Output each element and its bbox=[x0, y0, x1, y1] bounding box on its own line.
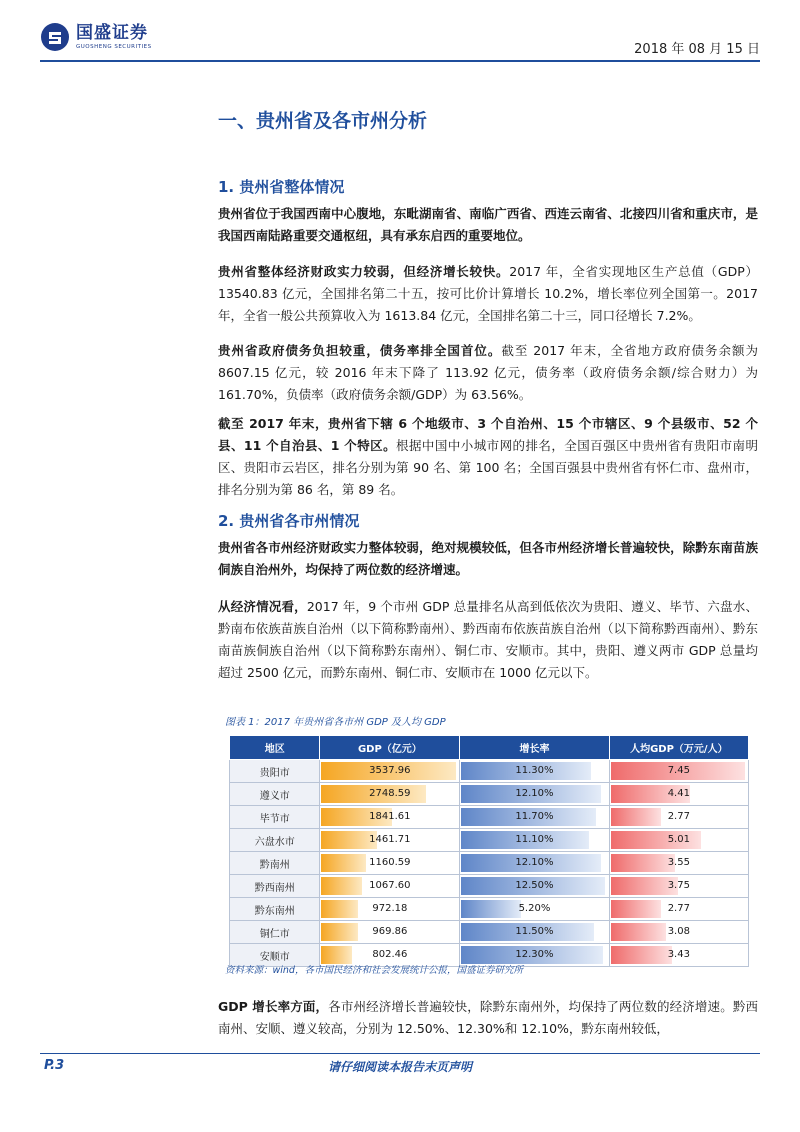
table-row bbox=[230, 898, 749, 921]
company-logo bbox=[40, 22, 152, 52]
cell-growth bbox=[460, 875, 609, 898]
paragraph-debt-lead: 贵州省政府债务负担较重，债务率排全国首位。 bbox=[218, 343, 502, 358]
data-label-growth: 12.10% bbox=[515, 857, 554, 868]
paragraph-growth-body: 各市州经济增长普遍较快，除黔东南州外，均保持了两位数的经济增速。黔西南州、安顺、遵义较高，分别为 12.50%、12.30%和 12.10%，黔东南州较低， bbox=[218, 999, 758, 1036]
paragraph-ranking-body: 2017 年，9 个市州 GDP 总量排名从高到低依次为贵阳、遵义、毕节、六盘水、黔南布依族苗族自治州（以下简称黔南州）、黔西南布依族苗族自治州（以下简称黔西南州）、黔东南苗族侗族自治州（以下简称黔东南州）、铜仁市、安顺市。其中，贵阳、遵义两市 GDP 总量均超过 2500 亿元，而黔东南州、铜仁市、安顺市在 1000 亿元以下。 bbox=[218, 599, 758, 680]
data-label-per-capita: 7.45 bbox=[667, 765, 690, 776]
cell-gdp bbox=[320, 852, 460, 875]
table-row bbox=[230, 875, 749, 898]
gdp-table bbox=[229, 735, 749, 967]
cell-gdp bbox=[320, 783, 460, 806]
data-label-per-capita: 3.75 bbox=[667, 880, 690, 891]
data-bar-gdp bbox=[321, 923, 358, 941]
paragraph-debt bbox=[218, 340, 758, 406]
footer-divider bbox=[40, 1053, 760, 1054]
data-label-per-capita: 2.77 bbox=[667, 903, 690, 914]
cell-gdp bbox=[320, 806, 460, 829]
cell-region: 遵义市 bbox=[230, 783, 320, 806]
page-header bbox=[40, 22, 760, 62]
paragraph-admin-lead: 截至 2017 年末，贵州省下辖 6 个地级市、3 个自治州、15 个市辖区、9 个县级市、52 个县、11 个自治县、1 个特区。 bbox=[218, 416, 758, 453]
cell-gdp bbox=[320, 760, 460, 783]
page-number: P.3 bbox=[44, 1058, 65, 1073]
subsection-title-1: 1. 贵州省整体情况 bbox=[218, 178, 345, 196]
cell-growth bbox=[460, 760, 609, 783]
table-row bbox=[230, 760, 749, 783]
cell-per-capita bbox=[609, 898, 748, 921]
cell-growth bbox=[460, 829, 609, 852]
col-header-gdp: GDP（亿元） bbox=[320, 736, 460, 760]
data-label-per-capita: 3.43 bbox=[667, 949, 690, 960]
cell-gdp bbox=[320, 829, 460, 852]
paragraph-admin bbox=[218, 413, 758, 501]
data-label-growth: 11.30% bbox=[515, 765, 554, 776]
paragraph-growth-lead: GDP 增长率方面， bbox=[218, 999, 329, 1014]
cell-per-capita bbox=[609, 852, 748, 875]
header-divider bbox=[40, 60, 760, 62]
data-bar-gdp bbox=[321, 854, 365, 872]
data-bar-per-capita bbox=[611, 946, 673, 964]
paragraph-debt-body: 截至 2017 年末，全省地方政府债务余额为 8607.15 亿元，较 2016 年末下降了 113.92 亿元，债务率（政府债务余额/综合财力）为 161.70%，负债率（政府债务余额/GDP）为 63.56%。 bbox=[218, 343, 758, 402]
table-row bbox=[230, 783, 749, 806]
data-label-gdp: 1461.71 bbox=[369, 834, 411, 845]
data-label-growth: 11.70% bbox=[515, 811, 554, 822]
table-caption: 图表 1：2017 年贵州省各市州 GDP 及人均 GDP bbox=[225, 717, 446, 728]
cell-region: 贵阳市 bbox=[230, 760, 320, 783]
data-label-gdp: 972.18 bbox=[372, 903, 408, 914]
paragraph-location: 贵州省位于我国西南中心腹地，东毗湖南省、南临广西省、西连云南省、北接四川省和重庆市，是我国西南陆路重要交通枢纽，具有承东启西的重要地位。 bbox=[218, 206, 758, 243]
data-label-per-capita: 5.01 bbox=[667, 834, 690, 845]
col-header-growth: 增长率 bbox=[460, 736, 609, 760]
logo-name-cn: 国盛证券 bbox=[76, 23, 148, 43]
cell-per-capita bbox=[609, 921, 748, 944]
footer-disclaimer: 请仔细阅读本报告末页声明 bbox=[327, 1060, 472, 1074]
cell-gdp bbox=[320, 875, 460, 898]
paragraph-admin-body: 根据中国中小城市网的排名，全国百强区中贵州省有贵阳市南明区、贵阳市云岩区，排名分别为第 90 名、第 100 名；全国百强县中贵州省有怀仁市、盘州市，排名分别为第 86 名，第 89 名。 bbox=[218, 438, 758, 497]
guosheng-logo-icon bbox=[40, 22, 70, 52]
cell-growth bbox=[460, 921, 609, 944]
table-row bbox=[230, 829, 749, 852]
data-label-per-capita: 3.08 bbox=[667, 926, 690, 937]
paragraph-economy bbox=[218, 261, 758, 327]
report-date: 2018 年 08 月 15 日 bbox=[634, 42, 760, 57]
subsection-title-2: 2. 贵州省各市州情况 bbox=[218, 512, 360, 530]
section-title: 一、贵州省及各市州分析 bbox=[218, 110, 428, 132]
data-label-per-capita: 4.41 bbox=[667, 788, 690, 799]
cell-gdp bbox=[320, 921, 460, 944]
data-label-growth: 11.50% bbox=[515, 926, 554, 937]
data-label-gdp: 802.46 bbox=[372, 949, 408, 960]
data-label-gdp: 1841.61 bbox=[369, 811, 411, 822]
paragraph-economy-ranking bbox=[218, 596, 758, 684]
cell-region: 黔南州 bbox=[230, 852, 320, 875]
cell-growth bbox=[460, 898, 609, 921]
data-bar-per-capita bbox=[611, 900, 661, 918]
cell-per-capita bbox=[609, 806, 748, 829]
data-label-growth: 11.10% bbox=[515, 834, 554, 845]
paragraph-ranking-lead: 从经济情况看， bbox=[218, 599, 307, 614]
data-bar-gdp bbox=[321, 877, 362, 895]
paragraph-economy-lead: 贵州省整体经济财政实力较弱，但经济增长较快。 bbox=[218, 264, 510, 279]
cell-region: 黔西南州 bbox=[230, 875, 320, 898]
data-label-gdp: 969.86 bbox=[372, 926, 408, 937]
cell-growth bbox=[460, 783, 609, 806]
cell-per-capita bbox=[609, 829, 748, 852]
data-label-gdp: 3537.96 bbox=[369, 765, 411, 776]
paragraph-cities-summary: 贵州省各市州经济财政实力整体较弱，绝对规模较低，但各市州经济增长普遍较快，除黔东南苗族侗族自治州外，均保持了两位数的经济增速。 bbox=[218, 540, 758, 577]
cell-region: 六盘水市 bbox=[230, 829, 320, 852]
cell-gdp bbox=[320, 898, 460, 921]
paragraph-economy-body: 2017 年，全省实现地区生产总值（GDP）13540.83 亿元，全国排名第二十五，按可比价计算增长 10.2%，增长率位列全国第一。2017 年，全省一般公共预算收入为 1613.84 亿元，全国排名第二十三，同口径增长 7.2%。 bbox=[218, 264, 758, 323]
data-label-gdp: 1067.60 bbox=[369, 880, 411, 891]
data-bar-gdp bbox=[321, 900, 358, 918]
logo-name-en: GUOSHENG SECURITIES bbox=[76, 44, 152, 50]
data-label-gdp: 2748.59 bbox=[369, 788, 411, 799]
data-bar-per-capita bbox=[611, 854, 675, 872]
table-row bbox=[230, 806, 749, 829]
data-bar-growth bbox=[461, 900, 521, 918]
data-label-per-capita: 2.77 bbox=[667, 811, 690, 822]
table-row bbox=[230, 921, 749, 944]
data-label-growth: 12.50% bbox=[515, 880, 554, 891]
table-source: 资料来源：wind，各市国民经济和社会发展统计公报，国盛证券研究所 bbox=[225, 965, 523, 976]
table-row bbox=[230, 852, 749, 875]
cell-region: 安顺市 bbox=[230, 944, 320, 967]
data-bar-per-capita bbox=[611, 808, 661, 826]
col-header-region: 地区 bbox=[230, 736, 320, 760]
table-header-row bbox=[230, 736, 749, 760]
data-label-per-capita: 3.55 bbox=[667, 857, 690, 868]
cell-growth bbox=[460, 852, 609, 875]
col-header-per-capita: 人均GDP（万元/人） bbox=[609, 736, 748, 760]
cell-per-capita bbox=[609, 760, 748, 783]
cell-region: 黔东南州 bbox=[230, 898, 320, 921]
data-label-growth: 5.20% bbox=[518, 903, 551, 914]
cell-growth bbox=[460, 806, 609, 829]
cell-region: 毕节市 bbox=[230, 806, 320, 829]
cell-per-capita bbox=[609, 875, 748, 898]
cell-per-capita bbox=[609, 944, 748, 967]
paragraph-growth bbox=[218, 996, 758, 1040]
cell-region: 铜仁市 bbox=[230, 921, 320, 944]
cell-per-capita bbox=[609, 783, 748, 806]
data-label-gdp: 1160.59 bbox=[369, 857, 411, 868]
data-label-growth: 12.30% bbox=[515, 949, 554, 960]
data-bar-per-capita bbox=[611, 923, 666, 941]
data-label-growth: 12.10% bbox=[515, 788, 554, 799]
